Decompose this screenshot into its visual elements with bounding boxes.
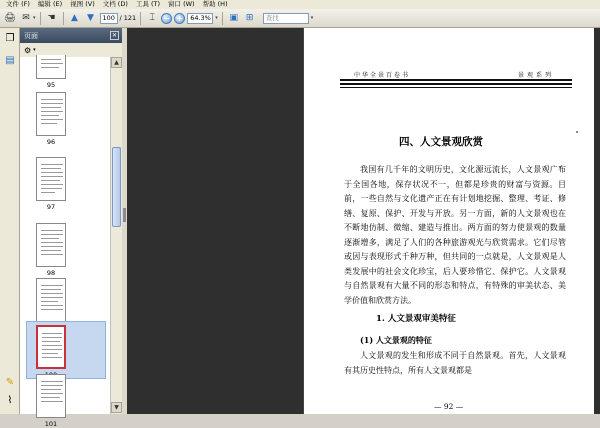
email-icon[interactable]: ✉ bbox=[22, 13, 30, 23]
menu-help[interactable]: 帮助 (H) bbox=[202, 0, 228, 8]
layers-icon[interactable]: ▤ bbox=[5, 55, 15, 66]
subsection-heading: (1) 人文景观的特征 bbox=[360, 335, 432, 345]
search-dropdown-icon[interactable]: ▾ bbox=[310, 15, 314, 21]
chevron-down-icon[interactable]: ▾ bbox=[33, 47, 36, 53]
scan-speck bbox=[576, 131, 578, 133]
body-paragraph: 我国有几千年的文明历史，文化源远流长，人文景观广布于全国各地，保存状况不一，但都是珍贵的财富与资源。目前，一些自然与文化遗产正在有计划地挖掘、整理、考证、修缮、复原、保护、开发与开放。另一方面，新的人文景观也在不断地仿制、微缩、建造与推出。两方面的努力使景观的数量逐渐增多，满足了人们的各种旅游观光与欣赏需求。它们尽管或因与表现形式千种万种，但共同的一点就是，人文景观是人类发展中的社会文化珍宝，后人要珍惜它、保护它。人文景观与自然景观有大量不同的形态和特点，有特殊的审美状态、美学价值和欣赏方法。 bbox=[344, 165, 566, 305]
thumbnail-label: 95 bbox=[46, 81, 56, 89]
toolbar-divider bbox=[63, 12, 64, 25]
hand-tool-icon[interactable]: ☚ bbox=[47, 13, 56, 23]
thumbnail-page[interactable] bbox=[36, 223, 66, 277]
zoom-input[interactable]: 64.3% bbox=[187, 13, 213, 24]
thumbnail-label: 96 bbox=[46, 138, 56, 146]
page-total: / 121 bbox=[119, 14, 137, 22]
toolbar-divider bbox=[140, 12, 141, 25]
thumbnail-label: 97 bbox=[46, 203, 56, 211]
pages-panel bbox=[20, 28, 122, 428]
pages-icon[interactable]: ❐ bbox=[5, 33, 15, 44]
thumbnail-page-selected[interactable] bbox=[36, 325, 66, 379]
zoom-in-icon[interactable]: + bbox=[174, 13, 185, 24]
chevron-down-icon[interactable]: ▾ bbox=[33, 15, 36, 21]
menu-document[interactable]: 文档 (D) bbox=[102, 0, 128, 8]
toolbar-divider bbox=[222, 12, 223, 25]
thumbnail-page[interactable] bbox=[36, 374, 66, 428]
scroll-down-icon[interactable]: ▼ bbox=[111, 402, 122, 413]
thumbnail-label: 101 bbox=[44, 420, 58, 428]
header-rule bbox=[340, 83, 572, 85]
thumbnail-page[interactable] bbox=[36, 92, 66, 146]
menu-window[interactable]: 窗口 (W) bbox=[168, 0, 195, 8]
print-icon[interactable]: 🖨 bbox=[4, 13, 16, 23]
thumbnail-page[interactable] bbox=[36, 157, 66, 211]
options-icon[interactable]: ⚙ bbox=[24, 45, 32, 55]
menu-tools[interactable]: 工具 (T) bbox=[135, 0, 160, 8]
navigation-strip bbox=[0, 28, 20, 414]
running-header-right: 景观系列 bbox=[517, 72, 554, 79]
menu-edit[interactable]: 编辑 (E) bbox=[37, 0, 63, 8]
header-rule bbox=[340, 79, 572, 81]
scrollbar-thumb[interactable] bbox=[112, 147, 121, 227]
close-icon[interactable]: ✕ bbox=[111, 32, 118, 39]
page-number: — 92 — bbox=[434, 402, 464, 411]
menu-bar bbox=[0, 0, 600, 9]
thumbnail-label: 98 bbox=[46, 269, 56, 277]
select-tool-icon[interactable]: ⌶ bbox=[149, 13, 155, 23]
zoom-dropdown-icon[interactable]: ▾ bbox=[215, 15, 218, 21]
document-page bbox=[303, 28, 594, 414]
menu-file[interactable]: 文件 (F) bbox=[6, 0, 30, 8]
page-number-input[interactable]: 100 bbox=[100, 13, 118, 24]
thumbnail-page[interactable] bbox=[36, 55, 66, 89]
scroll-up-icon[interactable]: ▲ bbox=[111, 57, 122, 68]
fit-page-icon[interactable]: ▣ bbox=[229, 13, 238, 23]
toolbar-divider bbox=[40, 12, 41, 25]
body-paragraph: 人文景观的发生和形成不同于自然景观。首先，人文景观有其历史性特点，所有人文景观都是 bbox=[344, 351, 566, 375]
search-input[interactable]: 查找 bbox=[263, 13, 309, 24]
previous-page-icon[interactable]: ▲ bbox=[71, 13, 78, 23]
fit-width-icon[interactable]: ⊞ bbox=[245, 13, 254, 23]
panel-header bbox=[20, 28, 122, 43]
zoom-out-icon[interactable]: − bbox=[161, 13, 172, 24]
splitter-grip[interactable] bbox=[123, 208, 126, 222]
thumbnail-list[interactable] bbox=[20, 57, 110, 428]
menu-view[interactable]: 视图 (V) bbox=[70, 0, 95, 8]
attachment-icon[interactable]: ⌇ bbox=[7, 395, 13, 406]
thumbnail-scrollbar[interactable] bbox=[110, 57, 122, 414]
header-rule bbox=[340, 87, 572, 88]
panel-title: 页面 bbox=[24, 31, 38, 40]
running-header-left: 中华全景百卷书 bbox=[354, 72, 411, 79]
section-heading: 1. 人文景观审美特征 bbox=[376, 314, 456, 324]
page-heading: 四、人文景观欣赏 bbox=[399, 136, 483, 148]
toolbar bbox=[0, 9, 600, 28]
next-page-icon[interactable]: ▼ bbox=[87, 13, 94, 23]
comments-icon[interactable]: ✎ bbox=[5, 377, 15, 388]
